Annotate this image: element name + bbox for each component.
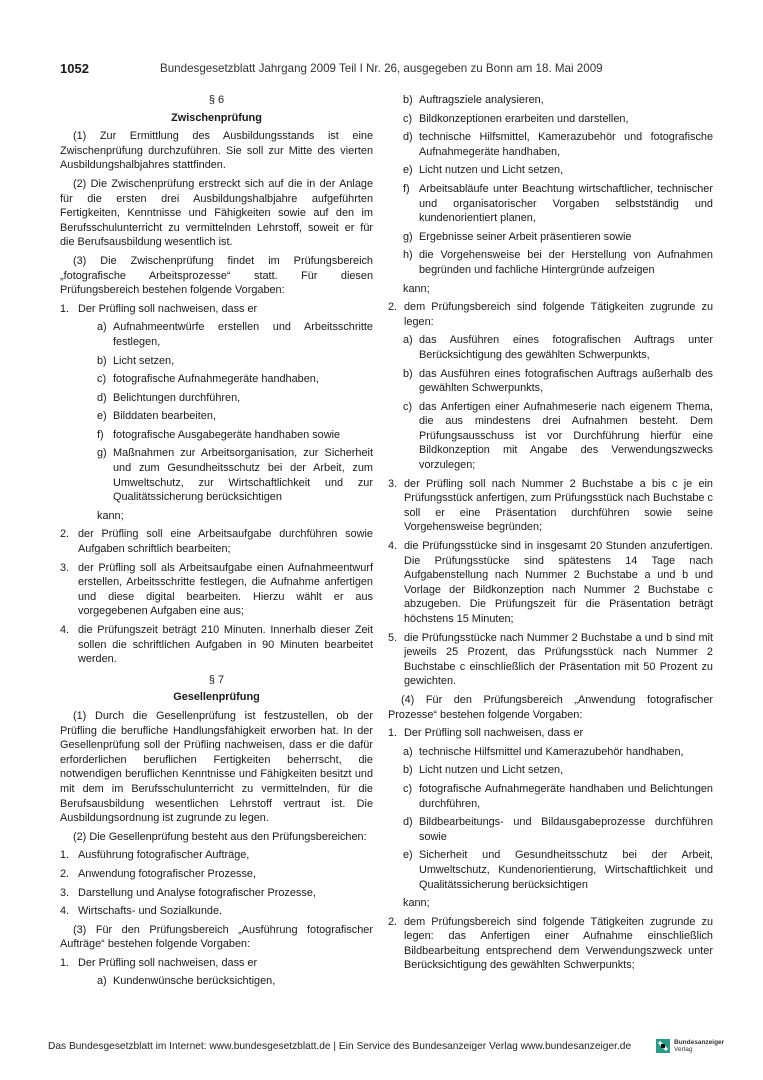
item-text: Licht nutzen und Licht setzen, [419, 164, 564, 177]
lettered-item [388, 93, 713, 108]
numbered-item [60, 848, 373, 863]
item-text: Licht setzen, [113, 354, 175, 367]
item-text: der Prüfling soll als Arbeitsaufgabe einen Aufnahmeentwurf erstellen, Arbeitsschritte festlegen, die Aufnahme anfertigen und diese digital bearbeiten. Hierzu wählt er aus vorgegebenen Aufgaben eine aus; [78, 561, 373, 618]
numbered-item [60, 956, 373, 971]
section-title: Gesellenprüfung [173, 691, 260, 704]
lettered-item [60, 428, 373, 443]
numbered-item [388, 726, 713, 741]
lettered-item [388, 745, 713, 760]
publisher-logo [656, 1039, 724, 1053]
numbered-item [60, 904, 373, 919]
lettered-item [388, 112, 713, 127]
item-label: 2. [60, 528, 70, 541]
paragraph: (2) Die Gesellenprüfung besteht aus den Prüfungsbereichen: [73, 830, 367, 843]
item-text: Auftragsziele analysieren, [419, 94, 544, 106]
item-continuation: kann; [403, 282, 430, 295]
lettered-item [60, 974, 373, 989]
lettered-item [60, 320, 373, 349]
item-label: e) [403, 849, 413, 862]
item-label: 3. [60, 886, 70, 899]
numbered-item [60, 561, 373, 619]
item-text: das Ausführen eines fotografischen Auftrags unter Berücksichtigung des gewählten Schwerpunkts, [419, 334, 713, 361]
right-column [388, 93, 713, 977]
paragraph: (4) Für den Prüfungsbereich „Anwendung fotografischer Prozesse“ bestehen folgende Vorgaben: [388, 693, 713, 721]
item-label: d) [403, 816, 413, 829]
item-label: f) [97, 428, 104, 441]
item-text: dem Prüfungsbereich sind folgende Tätigkeiten zugrunde zu legen: [404, 301, 713, 328]
lettered-item [388, 367, 713, 396]
item-text: Belichtungen durchführen, [113, 391, 241, 404]
item-text: Der Prüfling soll nachweisen, dass er [78, 302, 258, 315]
item-text: Wirtschafts- und Sozialkunde. [78, 905, 223, 918]
item-label: b) [403, 764, 413, 777]
item-label: a) [403, 745, 413, 758]
item-text: Der Prüfling soll nachweisen, dass er [404, 727, 584, 740]
logo-line-1: Bundesanzeiger [674, 1039, 725, 1046]
item-text: die Prüfungsstücke nach Nummer 2 Buchstabe a und b sind mit jeweils 25 Prozent, das Prüfungsstück nach Nummer 2 Buchstabe c einschließlich der Präsentation mit 50 Prozent zu gewichten. [404, 631, 713, 688]
paragraph: (3) Die Zwischenprüfung findet im Prüfungsbereich „fotografische Arbeitsprozesse“ statt. Für diesen Prüfungsbereich bestehen folgende Vorgaben: [60, 254, 373, 297]
item-label: d) [97, 391, 107, 404]
item-text: fotografische Aufnahmegeräte handhaben und Belichtungen durchführen, [419, 782, 713, 810]
section-title: Zwischenprüfung [171, 111, 262, 124]
item-label: d) [403, 131, 413, 144]
numbered-item [388, 631, 713, 689]
lettered-item [388, 248, 713, 277]
numbered-item [388, 300, 713, 329]
item-text: Ergebnisse seiner Arbeit präsentieren sowie [419, 230, 632, 243]
item-text: Ausführung fotografischer Aufträge, [78, 849, 250, 862]
item-label: a) [97, 321, 107, 334]
item-label: g) [97, 447, 107, 460]
item-label: c) [403, 400, 413, 413]
item-label: 3. [388, 477, 398, 490]
item-text: technische Hilfsmittel, Kamerazubehör und fotografische Aufnahmegeräte handhaben, [419, 131, 713, 158]
item-label: 4. [60, 905, 70, 918]
footer-text: Das Bundesgesetzblatt im Internet: www.bundesgesetzblatt.de | Ein Service des Bundesanzeiger Verlag www.bundesanzeiger.de [48, 1041, 632, 1052]
numbered-item [388, 539, 713, 627]
item-label: g) [403, 230, 413, 243]
item-label: a) [97, 975, 107, 988]
item-continuation: kann; [97, 509, 124, 522]
item-label: 5. [388, 631, 398, 644]
item-text: Anwendung fotografischer Prozesse, [78, 867, 256, 880]
item-label: 1. [60, 302, 70, 315]
lettered-item [388, 763, 713, 778]
item-text: Kundenwünsche berücksichtigen, [113, 975, 276, 988]
lettered-item [388, 782, 713, 811]
item-label: e) [97, 410, 107, 423]
lettered-item [388, 163, 713, 178]
item-label: h) [403, 249, 413, 262]
lettered-item [388, 230, 713, 245]
numbered-item [388, 477, 713, 535]
item-text: technische Hilfsmittel und Kamerazubehör handhaben, [419, 745, 684, 758]
item-text: Bilddaten bearbeiten, [113, 410, 216, 423]
numbered-item [60, 886, 373, 901]
item-label: 1. [388, 727, 398, 740]
item-text: fotografische Aufnahmegeräte handhaben, [113, 373, 319, 386]
item-label: b) [403, 94, 413, 106]
item-label: e) [403, 164, 413, 177]
section-number: § 6 [208, 94, 225, 106]
item-text: der Prüfling soll eine Arbeitsaufgabe durchführen sowie Aufgaben schriftlich bearbeiten; [78, 528, 373, 556]
logo-line-2: Verlag [674, 1046, 693, 1053]
numbered-item [388, 915, 713, 973]
lettered-item [60, 446, 373, 504]
item-label: 4. [60, 624, 70, 636]
lettered-item [388, 400, 713, 473]
page-number: 1052 [60, 61, 89, 76]
item-text: das Ausführen eines fotografischen Auftrags außerhalb des gewählten Schwerpunkts, [419, 367, 713, 395]
item-text: Maßnahmen zur Arbeitsorganisation, zur Sicherheit und zum Gesundheitsschutz bei der Arbeit, zum Umweltschutz, zur Wirtschaftlichkeit und zur Qualitätssicherung berücksichtigen [113, 447, 373, 504]
lettered-item [388, 130, 713, 159]
item-label: b) [97, 354, 107, 367]
item-label: 4. [388, 540, 398, 553]
item-label: 3. [60, 561, 70, 574]
item-label: 2. [60, 867, 70, 880]
lettered-item [388, 848, 713, 892]
numbered-item [60, 302, 373, 317]
paragraph: (2) Die Zwischenprüfung erstreckt sich auf die in der Anlage für die ersten drei Ausbildungshalbjahre aufgeführten Fertigkeiten, Kenntnisse und Fähigkeiten sowie auf den im Berufsschulunterricht zu vermittelnden Lehrstoff, soweit er für die Berufsausbildung wesentlich ist. [60, 177, 373, 249]
item-text: der Prüfling soll nach Nummer 2 Buchstabe a bis c je ein Prüfungsstück anfertigen, zum Prüfungsstück nach Buchstabe c soll er eine Präsentation durchführen sowie seine Vorgehensweise begründen; [404, 477, 713, 534]
item-label: b) [403, 367, 413, 380]
item-label: 1. [60, 849, 70, 862]
lettered-item [60, 372, 373, 387]
lettered-item [60, 354, 373, 369]
paragraph: (1) Durch die Gesellenprüfung ist festzustellen, ob der Prüfling die berufliche Handlungsfähigkeit erworben hat. In der Gesellenprüfung soll der Prüfling nachweisen, dass er die dafür erforderlichen beruflichen Fertigkeiten beherrscht, die notwendigen beruflichen Kenntnisse und Fähigkeiten besitzt und mit dem im Berufsschulunterricht zu vermittelnden, für die Berufsausbildung wesentlichen Lehrstoff vertraut ist. Die Ausbildungsordnung ist zugrunde zu legen. [60, 709, 373, 825]
paragraph: (3) Für den Prüfungsbereich „Ausführung fotografischer Aufträge“ bestehen folgende Vorgaben: [60, 923, 373, 951]
item-text: Aufnahmeentwürfe erstellen und Arbeitsschritte festlegen, [113, 321, 373, 348]
item-label: c) [97, 373, 107, 386]
lettered-item [60, 391, 373, 406]
item-text: Licht nutzen und Licht setzen, [419, 764, 564, 777]
lettered-item [388, 182, 713, 226]
item-label: c) [403, 782, 413, 795]
lettered-item [60, 409, 373, 424]
item-text: Der Prüfling soll nachweisen, dass er [78, 956, 258, 969]
lettered-item [388, 333, 713, 362]
numbered-item [60, 623, 373, 667]
item-label: 1. [60, 956, 70, 969]
item-text: die Prüfungsstücke sind in insgesamt 20 Stunden anzufertigen. Die Prüfungsstücke sind spätestens 14 Tage nach Aufgabenstellung nach Nummer 2 Buchstabe a und b und Vorlage der Bildkonzeption nach Nummer 2 Buchstabe c abzugeben. Die Prüfungszeit für die Präsentation beträgt höchstens 15 Minuten; [404, 540, 713, 625]
item-text: fotografische Ausgabegeräte handhaben sowie [113, 428, 341, 441]
item-text: Darstellung und Analyse fotografischer Prozesse, [78, 886, 316, 899]
item-label: c) [403, 112, 413, 125]
item-label: 2. [388, 915, 398, 928]
item-text: Bildkonzeptionen erarbeiten und darstellen, [419, 112, 629, 125]
item-text: Bildbearbeitungs- und Bildausgabeprozesse durchführen sowie [419, 816, 713, 843]
lettered-item [388, 815, 713, 844]
bundesanzeiger-logo-icon [656, 1039, 670, 1053]
item-text: die Vorgehensweise bei der Herstellung von Aufnahmen begründen und fachliche Hintergründe aufzeigen [419, 249, 713, 276]
paragraph: (1) Zur Ermittlung des Ausbildungsstands ist eine Zwischenprüfung durchzuführen. Sie soll zur Mitte des vierten Ausbildungshalbjahres stattfinden. [60, 130, 373, 172]
item-text: die Prüfungszeit beträgt 210 Minuten. Innerhalb dieser Zeit sollen die schriftlichen Aufgaben in 90 Minuten bearbeitet werden. [78, 624, 373, 666]
numbered-item [60, 527, 373, 556]
numbered-item [60, 867, 373, 882]
item-text: dem Prüfungsbereich sind folgende Tätigkeiten zugrunde zu legen: das Anfertigen einer Aufnahme einschließlich Bildbearbeitung entsprechend dem Verwendungszweck unter Berücksichtigung des gewählten Schwerpunkts; [404, 915, 713, 972]
item-text: das Anfertigen einer Aufnahmeserie nach eigenem Thema, die aus mindestens drei Aufnahmen besteht. Dem Prüfungsausschuss ist vor Durchführung hierfür eine Bildkonzeption mit Angabe des Verwendungszwecks vorzulegen; [419, 400, 713, 472]
item-label: a) [403, 334, 413, 347]
left-column [60, 93, 373, 993]
item-continuation: kann; [403, 897, 430, 910]
section-number: § 7 [208, 673, 225, 686]
gazette-title: Bundesgesetzblatt Jahrgang 2009 Teil I Nr. 26, ausgegeben zu Bonn am 18. Mai 2009 [160, 62, 603, 75]
item-text: Arbeitsabläufe unter Beachtung wirtschaftlicher, technischer und organisatorischer Vorgaben selbstständig und kundenorientiert planen, [419, 182, 713, 225]
item-text: Sicherheit und Gesundheitsschutz bei der Arbeit, Umweltschutz, Kundenorientierung, Wirtschaftlichkeit und Qualitätssicherung berücksichtigen [419, 849, 713, 891]
item-label: f) [403, 182, 410, 195]
item-label: 2. [388, 301, 398, 314]
